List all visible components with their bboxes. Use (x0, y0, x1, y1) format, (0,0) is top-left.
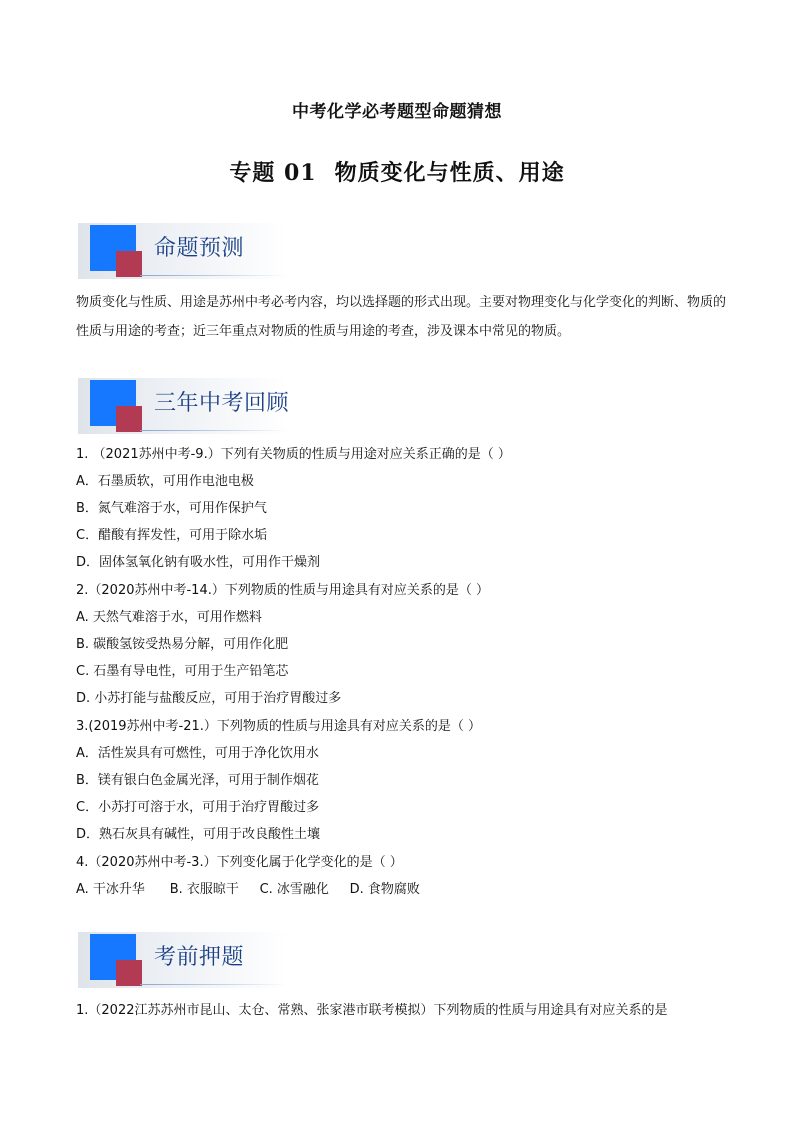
question-1-stem: 1. （2021苏州中考-9.）下列有关物质的性质与用途对应关系正确的是（ ） (76, 447, 511, 462)
section-label-review: 三年中考回顾 (154, 391, 290, 416)
question-1-option-b: B．氮气难溶于水，可用作保护气 (76, 501, 267, 516)
banner-red-square-icon (116, 406, 142, 432)
question-3-option-c: C．小苏打可溶于水，可用于治疗胃酸过多 (76, 800, 320, 815)
subtitle-topic: 物质变化与性质、用途 (334, 160, 565, 186)
question-2-option-d: D. 小苏打能与盐酸反应，可用于治疗胃酸过多 (76, 691, 342, 706)
practice-question-1-stem: 1.（2022江苏苏州市昆山、太仓、常熟、张家港市联考模拟）下列物质的性质与用途具有对应关系的是 (76, 1003, 668, 1018)
question-1-option-a: A．石墨质软，可用作电池电极 (76, 474, 254, 489)
question-2-stem: 2.（2020苏州中考-14.）下列物质的性质与用途具有对应关系的是（ ） (76, 583, 489, 598)
section-banner-review (78, 378, 298, 438)
question-3-option-a: A．活性炭具有可燃性，可用于净化饮用水 (76, 746, 319, 761)
question-2-option-b: B. 碳酸氢铵受热易分解，可用作化肥 (76, 637, 289, 652)
question-3-option-d: D．熟石灰具有碱性，可用于改良酸性土壤 (76, 827, 321, 842)
section-label-practice: 考前押题 (154, 945, 245, 970)
section-banner-prediction (78, 223, 298, 283)
question-2-option-a: A. 天然气难溶于水，可用作燃料 (76, 610, 262, 625)
section-label-prediction: 命题预测 (154, 236, 245, 261)
document-subtitle (0, 156, 794, 187)
subtitle-prefix: 专题 01 (229, 160, 317, 186)
prediction-paragraph: 物质变化与性质、用途是苏州中考必考内容，均以选择题的形式出现。主要对物理变化与化学变化的判断、物质的性质与用途的考查；近三年重点对物质的性质与用途的考查，涉及课本中常见的物质。 (76, 295, 727, 339)
question-3-option-b: B．镁有银白色金属光泽，可用于制作烟花 (76, 773, 319, 788)
question-1-option-d: D．固体氢氧化钠有吸水性，可用作干燥剂 (76, 555, 321, 570)
document-title: 中考化学必考题型命题猜想 (292, 102, 502, 122)
question-4-stem: 4.（2020苏州中考-3.）下列变化属于化学变化的是（ ） (76, 855, 403, 870)
banner-red-square-icon (116, 960, 142, 986)
question-3-stem: 3.(2019苏州中考-21.）下列物质的性质与用途具有对应关系的是（ ） (76, 719, 482, 734)
section-banner-practice (78, 932, 298, 992)
question-4-options: A. 干冰升华 B. 衣服晾干 C. 冰雪融化 D. 食物腐败 (76, 882, 420, 897)
banner-underline (140, 430, 288, 431)
question-1-option-c: C．醋酸有挥发性，可用于除水垢 (76, 528, 268, 543)
banner-underline (140, 984, 288, 985)
banner-red-square-icon (116, 251, 142, 277)
banner-underline (140, 275, 288, 276)
question-2-option-c: C. 石墨有导电性，可用于生产铅笔芯 (76, 664, 289, 679)
